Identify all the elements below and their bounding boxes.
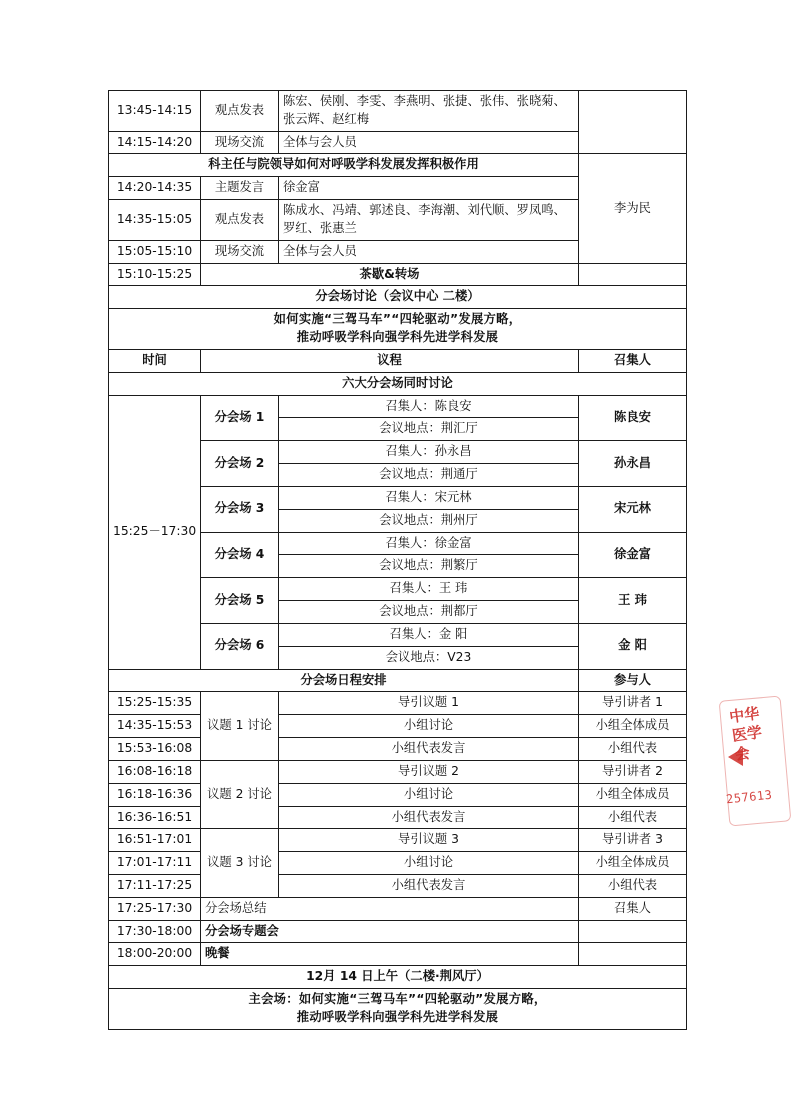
cell-time: 15:53-16:08: [109, 738, 201, 761]
cell-item: 小组讨论: [279, 852, 579, 875]
header-participant: 参与人: [579, 669, 687, 692]
section-banner-six: 六大分会场同时讨论: [109, 372, 687, 395]
cell-time: 15:10-15:25: [109, 263, 201, 286]
cell-speakers: 全体与会人员: [279, 131, 579, 154]
section-banner: 科主任与院领导如何对呼吸学科发展发挥积极作用: [109, 154, 579, 177]
breakout-title-line2: 推动呼吸学科向强学科先进学科发展: [296, 330, 499, 345]
cell-item: 小组代表发言: [279, 874, 579, 897]
session-convener-line: 召集人：王 玮: [279, 578, 579, 601]
session-convener: 王 玮: [579, 578, 687, 624]
session-venue-line: 会议地点：V23: [279, 646, 579, 669]
session-convener: 宋元林: [579, 486, 687, 532]
cell-group: 议题 2 讨论: [201, 760, 279, 828]
cell-item: 小组讨论: [279, 783, 579, 806]
breakout-title: [109, 309, 687, 350]
cell-speakers: 陈宏、侯刚、李雯、李燕明、张捷、张伟、张晓菊、张云辉、赵红梅: [279, 91, 579, 132]
cell-participant: 小组代表: [579, 806, 687, 829]
cell-convener-empty: [579, 263, 687, 286]
session-convener-line: 召集人：孙永昌: [279, 441, 579, 464]
seal-arrow-icon: [728, 748, 743, 766]
seal-text: 中华医学会: [728, 704, 764, 764]
cell-time: 14:35-15:53: [109, 715, 201, 738]
cell-time: 17:01-17:11: [109, 852, 201, 875]
table-row-banner: [109, 966, 687, 989]
cell-breakout-timespan: 15:25－17:30: [109, 395, 201, 669]
breakout-title-line1: 如何实施“三驾马车”“四轮驱动”发展方略，: [273, 312, 522, 327]
table-row-banner: [109, 372, 687, 395]
cell-time: 15:05-15:10: [109, 240, 201, 263]
table-row-banner: [109, 154, 687, 177]
cell-item: 小组代表发言: [279, 738, 579, 761]
cell-time: 14:35-15:05: [109, 200, 201, 241]
table-row: [109, 738, 687, 761]
cell-time: 16:08-16:18: [109, 760, 201, 783]
main-hall-title-line1: 主会场：如何实施“三驾马车”“四轮驱动”发展方略，: [248, 992, 547, 1007]
session-name: 分会场 3: [201, 486, 279, 532]
session-venue-line: 会议地点：荆通厅: [279, 464, 579, 487]
session-name: 分会场 5: [201, 578, 279, 624]
table-row: [109, 852, 687, 875]
session-convener: 孙永昌: [579, 441, 687, 487]
cell-break: 茶歇&转场: [201, 263, 579, 286]
session-convener-line: 召集人：宋元林: [279, 486, 579, 509]
session-name: 分会场 4: [201, 532, 279, 578]
cell-topic: 现场交流: [201, 240, 279, 263]
cell-group: 议题 3 讨论: [201, 829, 279, 897]
table-row: [109, 943, 687, 966]
cell-item: 导引议题 2: [279, 760, 579, 783]
table-row-banner: [109, 286, 687, 309]
official-seal: [726, 704, 792, 834]
session-name: 分会场 1: [201, 395, 279, 441]
date-banner: 12月 14 日上午（二楼·荆风厅）: [109, 966, 687, 989]
cell-topic: 现场交流: [201, 131, 279, 154]
table-row: [109, 920, 687, 943]
session-name: 分会场 2: [201, 441, 279, 487]
cell-time: 15:25-15:35: [109, 692, 201, 715]
cell-participant: 小组代表: [579, 738, 687, 761]
cell-item: 分会场专题会: [201, 920, 579, 943]
cell-speakers: 全体与会人员: [279, 240, 579, 263]
header-agenda: 议程: [201, 349, 579, 372]
cell-topic: 主题发言: [201, 177, 279, 200]
table-row-title: [109, 989, 687, 1030]
cell-participant: 召集人: [579, 897, 687, 920]
table-row: [109, 874, 687, 897]
cell-item: 晚餐: [201, 943, 579, 966]
table-row: [109, 760, 687, 783]
cell-topic: 观点发表: [201, 200, 279, 241]
main-hall-title-line2: 推动呼吸学科向强学科先进学科发展: [296, 1009, 499, 1024]
table-row: [109, 692, 687, 715]
cell-time: 14:15-14:20: [109, 131, 201, 154]
schedule-table: [108, 90, 687, 1030]
cell-time: 16:36-16:51: [109, 806, 201, 829]
cell-speakers: 徐金富: [279, 177, 579, 200]
cell-participant: 小组全体成员: [579, 715, 687, 738]
cell-time: 16:18-16:36: [109, 783, 201, 806]
table-header-row: [109, 349, 687, 372]
table-row: [109, 715, 687, 738]
cell-participant: 小组代表: [579, 874, 687, 897]
cell-participant: 导引讲者 2: [579, 760, 687, 783]
table-row: [109, 263, 687, 286]
cell-time: 17:30-18:00: [109, 920, 201, 943]
seal-border: [719, 696, 792, 827]
table-row-session: [109, 395, 687, 418]
cell-convener: 李为民: [579, 154, 687, 263]
cell-participant: 小组全体成员: [579, 783, 687, 806]
session-venue-line: 会议地点：荆繁厅: [279, 555, 579, 578]
cell-participant: 导引讲者 1: [579, 692, 687, 715]
cell-time: 13:45-14:15: [109, 91, 201, 132]
cell-item: 小组讨论: [279, 715, 579, 738]
table-row-agenda-header: [109, 669, 687, 692]
main-hall-title: [109, 989, 687, 1030]
session-venue-line: 会议地点：荆都厅: [279, 601, 579, 624]
table-row: [109, 91, 687, 132]
cell-participant-empty: [579, 920, 687, 943]
table-row: [109, 783, 687, 806]
cell-participant: 小组全体成员: [579, 852, 687, 875]
cell-participant: 导引讲者 3: [579, 829, 687, 852]
cell-participant-empty: [579, 943, 687, 966]
cell-group: 议题 1 讨论: [201, 692, 279, 760]
session-convener-line: 召集人：金 阳: [279, 623, 579, 646]
header-time: 时间: [109, 349, 201, 372]
cell-item: 导引议题 3: [279, 829, 579, 852]
cell-item: 导引议题 1: [279, 692, 579, 715]
cell-speakers: 陈成水、冯靖、郭述良、李海潮、刘代顺、罗凤鸣、罗红、张惠兰: [279, 200, 579, 241]
session-venue-line: 会议地点：荆州厅: [279, 509, 579, 532]
cell-time: 14:20-14:35: [109, 177, 201, 200]
session-venue-line: 会议地点：荆汇厅: [279, 418, 579, 441]
table-row: [109, 806, 687, 829]
session-convener: 徐金富: [579, 532, 687, 578]
cell-item: 小组代表发言: [279, 806, 579, 829]
table-row: [109, 897, 687, 920]
section-banner-breakout: 分会场讨论（会议中心 二楼）: [109, 286, 687, 309]
table-row-title: [109, 309, 687, 350]
session-convener: 陈良安: [579, 395, 687, 441]
header-convener: 召集人: [579, 349, 687, 372]
cell-topic: 观点发表: [201, 91, 279, 132]
agenda-header: 分会场日程安排: [109, 669, 579, 692]
cell-time: 18:00-20:00: [109, 943, 201, 966]
table-row: [109, 829, 687, 852]
cell-time: 16:51-17:01: [109, 829, 201, 852]
cell-item: 分会场总结: [201, 897, 579, 920]
cell-time: 17:25-17:30: [109, 897, 201, 920]
session-name: 分会场 6: [201, 623, 279, 669]
cell-convener-empty: [579, 91, 687, 154]
session-convener-line: 召集人：陈良安: [279, 395, 579, 418]
cell-time: 17:11-17:25: [109, 874, 201, 897]
session-convener-line: 召集人：徐金富: [279, 532, 579, 555]
seal-number: 257613: [725, 787, 773, 807]
session-convener: 金 阳: [579, 623, 687, 669]
